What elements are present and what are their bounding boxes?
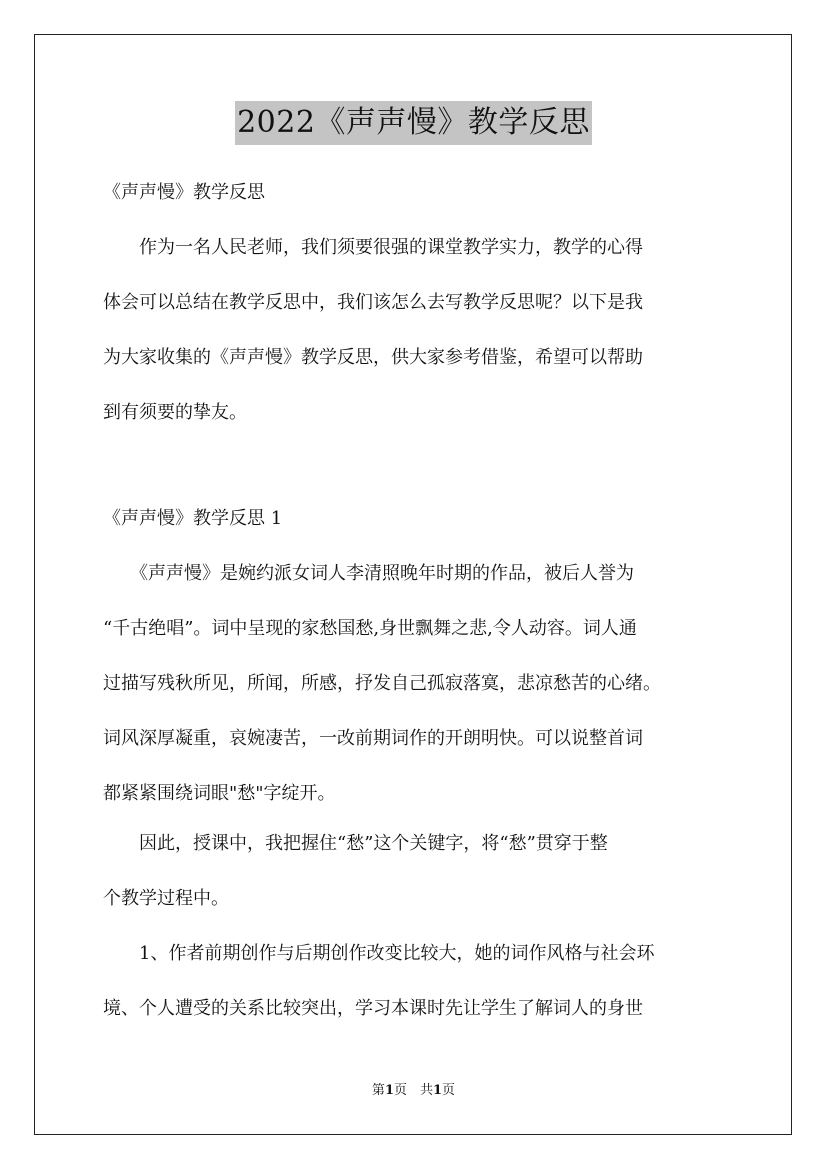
paragraph-line: 《声声慢》是婉约派女词人李清照晚年时期的作品，被后人誉为 [103,563,634,584]
intro-line: 为大家收集的《声声慢》教学反思，供大家参考借鉴，希望可以帮助 [103,347,643,368]
document-title: 2022《声声慢》教学反思 [235,101,592,145]
intro-line: 到有须要的挚友。 [103,402,247,423]
footer-mid: 页 共 [393,1083,433,1098]
paragraph-line: 过描写残秋所见，所闻，所感，抒发自己孤寂落寞，悲凉愁苦的心绪。 [103,673,661,694]
paragraph-line: 境、个人遭受的关系比较突出，学习本课时先让学生了解词人的身世 [103,998,643,1019]
paragraph-line: 1、作者前期创作与后期创作改变比较大，她的词作风格与社会环 [103,943,655,964]
footer-page-number: 1 [384,1083,394,1098]
paragraph-line: 因此，授课中，我把握住“愁”这个关键字，将“愁”贯穿于整 [103,833,608,854]
footer-suffix: 页 [442,1083,456,1098]
section-heading: 《声声慢》教学反思 1 [103,508,283,529]
paragraph-line: “千古绝唱”。词中呈现的家愁国愁,身世飘舞之悲,令人动容。词人通 [103,618,637,639]
page-footer [0,1082,827,1100]
paragraph-line: 都紧紧围绕词眼"愁"字绽开。 [103,783,336,804]
document-subtitle: 《声声慢》教学反思 [103,182,265,203]
intro-line: 作为一名人民老师，我们须要很强的课堂教学实力，教学的心得 [103,237,643,258]
paragraph-line: 词风深厚凝重，哀婉凄苦，一改前期词作的开朗明快。可以说整首词 [103,728,643,749]
paragraph-line: 个教学过程中。 [103,888,229,909]
intro-line: 体会可以总结在教学反思中，我们该怎么去写教学反思呢？以下是我 [103,292,643,313]
title-container [0,101,827,145]
footer-page-total: 1 [433,1083,443,1098]
footer-prefix: 第 [371,1083,385,1098]
